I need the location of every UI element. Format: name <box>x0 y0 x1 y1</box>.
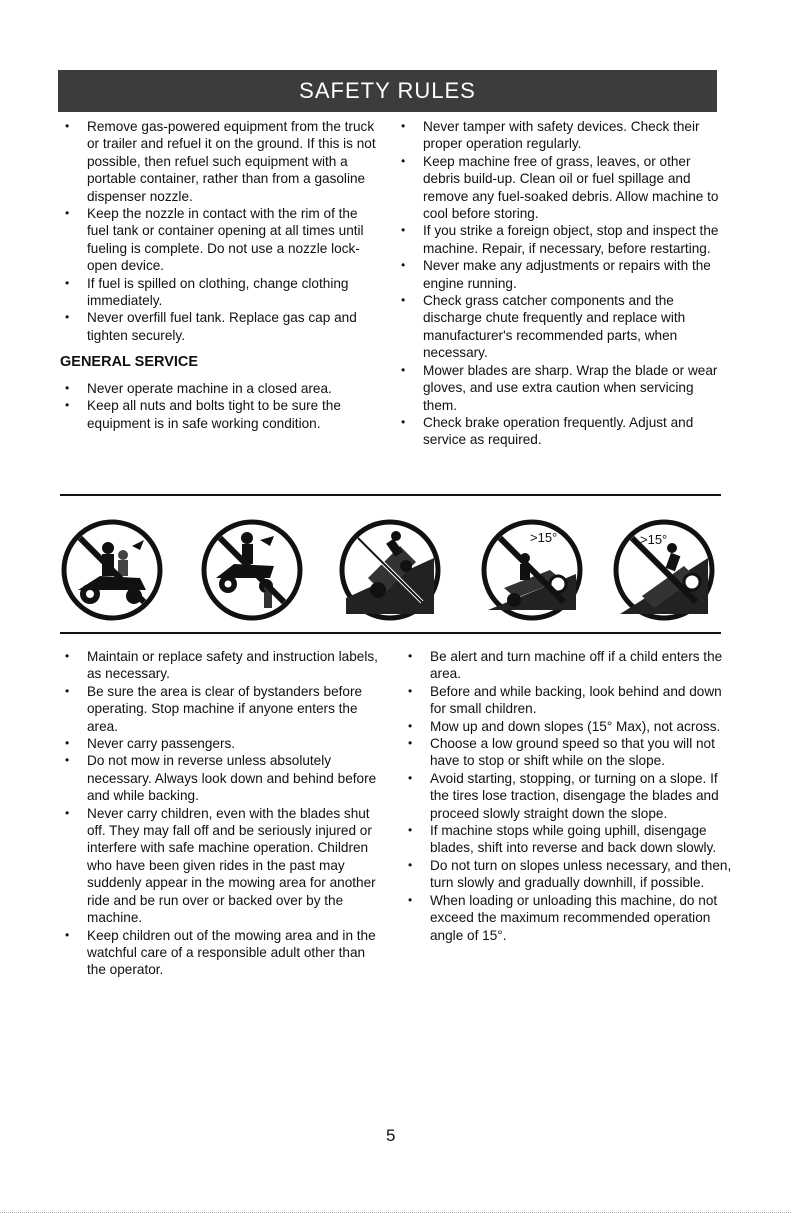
top-left-column <box>60 118 378 432</box>
list-item: • Never carry children, even with the blades shut off. They may fall off and be seriously injured or interfere with safe machine operation. Children who have been given rides in the past may suddenly appear in the mowing area for another ride and be run over or backed over by the machine. <box>60 805 378 927</box>
divider-rule <box>60 632 721 634</box>
list-item: • Keep children out of the mowing area and in the watchful care of a responsible adult other than the operator. <box>60 927 378 979</box>
list-item: • Do not turn on slopes unless necessary, and then, turn slowly and gradually downhill, if possible. <box>403 857 733 892</box>
list-item: • Never make any adjustments or repairs with the engine running. <box>396 257 729 292</box>
page-number: 5 <box>386 1126 396 1145</box>
list-item: • Maintain or replace safety and instruction labels, as necessary. <box>60 648 378 683</box>
no-passengers-icon <box>60 518 164 622</box>
list-item: • Choose a low ground speed so that you will not have to stop or shift while on the slope. <box>403 735 733 770</box>
list-item: • Never tamper with safety devices. Check their proper operation regularly. <box>396 118 729 153</box>
list-item: • Never overfill fuel tank. Replace gas cap and tighten securely. <box>60 309 378 344</box>
list-item: • Before and while backing, look behind and down for small children. <box>403 683 733 718</box>
svg-text:>15°: >15° <box>530 530 558 545</box>
list-item: • If fuel is spilled on clothing, change clothing immediately. <box>60 275 378 310</box>
list-item: • When loading or unloading this machine, do not exceed the maximum recommended operation angle of 15°. <box>403 892 733 944</box>
divider-rule <box>60 494 721 496</box>
list-item: • Never operate machine in a closed area. <box>60 380 378 397</box>
bottom-left-column <box>60 648 378 979</box>
svg-text:>15°: >15° <box>640 532 668 547</box>
general-service-list <box>60 380 378 432</box>
page-title: SAFETY RULES <box>299 78 476 103</box>
list-item: • Never carry passengers. <box>60 735 378 752</box>
list-item: • Keep all nuts and bolts tight to be sure the equipment is in safe working condition. <box>60 397 378 432</box>
list-item: • Keep machine free of grass, leaves, or other debris build-up. Clean oil or fuel spillage and remove any fuel-soaked debris. Allow machine to cool before storing. <box>396 153 729 223</box>
list-item: • Check grass catcher components and the discharge chute frequently and replace with manufacturer's recommended parts, when necessary. <box>396 292 729 362</box>
fueling-rules-list <box>60 118 378 344</box>
safety-rules-banner <box>58 70 717 112</box>
list-item: • If you strike a foreign object, stop and inspect the machine. Repair, if necessary, before restarting. <box>396 222 729 257</box>
list-item: • Check brake operation frequently. Adjust and service as required. <box>396 414 729 449</box>
slope-rules-list <box>403 648 733 944</box>
no-children-nearby-icon <box>200 518 304 622</box>
operation-rules-list <box>60 648 378 979</box>
list-item: • Mow up and down slopes (15° Max), not across. <box>403 718 733 735</box>
list-item: • Do not mow in reverse unless absolutely necessary. Always look down and behind before and while backing. <box>60 752 378 804</box>
service-rules-list <box>396 118 729 449</box>
list-item: • Be alert and turn machine off if a child enters the area. <box>403 648 733 683</box>
general-service-heading: GENERAL SERVICE <box>60 354 199 371</box>
bottom-right-column <box>403 648 733 944</box>
list-item: • Mower blades are sharp. Wrap the blade or wear gloves, and use extra caution when servicing them. <box>396 362 729 414</box>
scan-edge-line <box>0 1212 791 1213</box>
no-mowing-across-slope-icon <box>338 518 442 622</box>
top-right-column <box>396 118 729 449</box>
list-item: • Be sure the area is clear of bystanders before operating. Stop machine if anyone enters the area. <box>60 683 378 735</box>
list-item: • Avoid starting, stopping, or turning on a slope. If the tires lose traction, disengage the blades and proceed slowly straight down the slope. <box>403 770 733 822</box>
list-item: • Keep the nozzle in contact with the rim of the fuel tank or container opening at all times until fueling is complete. Do not use a nozzle lock-open device. <box>60 205 378 275</box>
list-item: • Remove gas-powered equipment from the truck or trailer and refuel it on the ground. If this is not possible, then refuel such equipment with a portable container, rather than from a gasoline dispenser nozzle. <box>60 118 378 205</box>
slope-limit-15-icon <box>480 518 584 622</box>
list-item: • If machine stops while going uphill, disengage blades, shift into reverse and back down slowly. <box>403 822 733 857</box>
warning-icon-row <box>60 500 721 628</box>
no-steep-slope-icon <box>612 518 716 622</box>
